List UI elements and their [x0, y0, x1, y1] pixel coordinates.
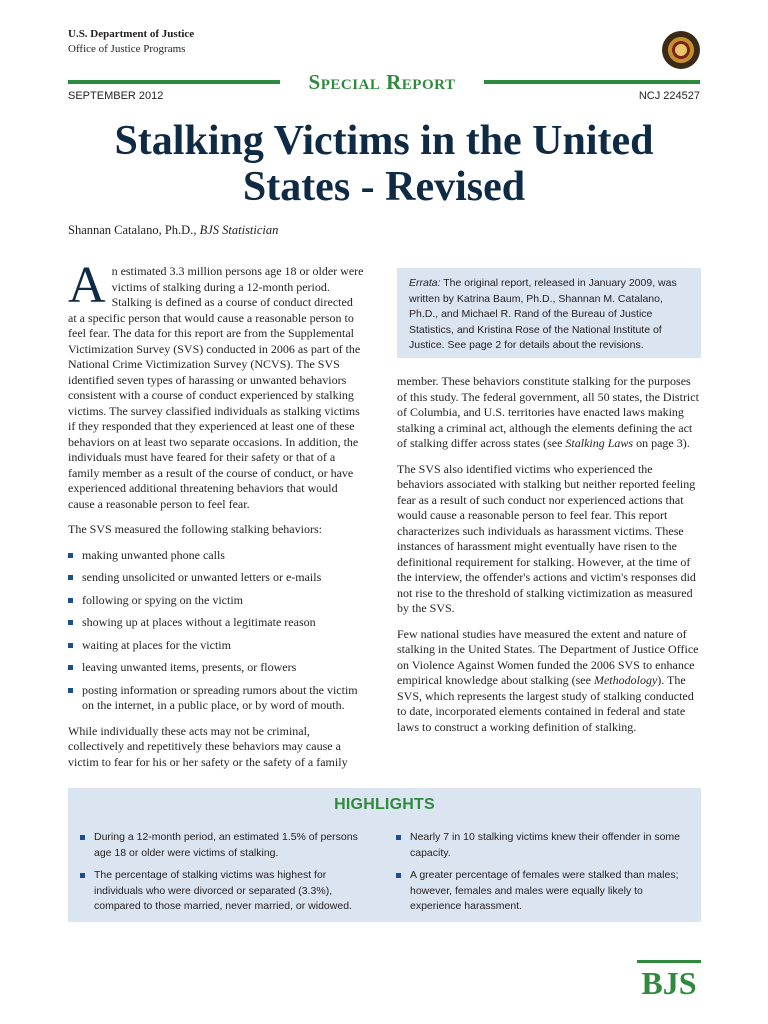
paragraph-text: Few national studies have measured the extent and nature of stalking in the United States. The Department of Justice Office on Violence Against Women funded the 2006 SVS to enhance empirical knowledge about stalking (see — [397, 626, 699, 687]
intro-text: n estimated 3.3 million persons age 18 or older were victims of stalking during a 12-month period. Stalking is defined as a course of conduct directed at a specific person that would cause a reasonable person to feel fear. The data for this report are from the Supplemental Victimization Survey (SVS) conducted in 2006 as part of the National Crime Victimization Survey (NCVS). The SVS identified seven types of harassing or unwanted behaviors consistent with a course of conduct experienced by stalking victims. The survey classified individuals as stalking victims if they responded that they experienced at least one of these behaviors on at least two separate occasions. In addition, the individuals must have feared for their safety or that of a family member as a result of the course of conduct, or have experienced additional threatening behaviors that would cause a reasonable person to feel fear. — [68, 264, 364, 511]
list-item: leaving unwanted items, presents, or flowers — [68, 660, 364, 676]
list-intro: The SVS measured the following stalking behaviors: — [68, 522, 322, 536]
list-item: During a 12-month period, an estimated 1.5% of persons age 18 or older were victims of stalking. — [80, 830, 370, 861]
page-title — [68, 118, 700, 210]
logo-bar — [637, 960, 701, 963]
list-item: A greater percentage of females were stalked than males; however, females and males were equally likely to experience harassment. — [396, 868, 686, 915]
paragraph-harassment: The SVS also identified victims who experienced the behaviors associated with stalking but neither reported feeling fear as a result of such conduct nor experienced actions that would cause a reasonable person to feel fear. This report characterizes such individuals as harassment victims. These instances of harassment might eventually have risen to the definitional requirement for stalking. However, at the time of the interview, the offender's actions and victim's responses did not rise to the threshold of stalking victimization as measured by the SVS. — [397, 461, 696, 615]
highlights-list-left — [80, 830, 370, 922]
office-name: Office of Justice Programs — [68, 43, 186, 55]
errata-label: Errata: — [409, 277, 441, 289]
list-item: posting information or spreading rumors about the victim on the internet, in a public place, or by word of mouth. — [68, 683, 364, 714]
title-line-1: Stalking Victims in the United — [114, 118, 654, 164]
paragraph-text: member. These behaviors constitute stalking for the purposes of this study. The federal government, all 50 states, the District of Columbia, and U.S. territories have enacted laws making stalking a criminal act, although the elements defining the act of stalking differ across states (see — [397, 374, 699, 450]
publication-date: SEPTEMBER 2012 — [68, 90, 164, 102]
list-item: The percentage of stalking victims was highest for individuals who were divorced or separated (3.3%), compared to those married, never married, or widowed. — [80, 868, 370, 915]
paragraph-text: ). The SVS, which represents the largest study of stalking conducted to date, incorporated elements contained in federal and state laws to construct a working definition of stalking. — [397, 673, 694, 734]
bjs-logo — [637, 960, 701, 1000]
ncj-number: NCJ 224527 — [638, 90, 700, 102]
behaviors-list — [68, 548, 364, 714]
doj-seal-icon — [662, 31, 700, 69]
errata-box — [397, 268, 701, 358]
header-rule-right — [484, 80, 700, 84]
list-item: making unwanted phone calls — [68, 548, 364, 564]
errata-text: The original report, released in January 2009, was written by Katrina Baum, Ph.D., Shannan M. Catalano, Ph.D., and Michael R. Rand of the Bureau of Justice Statistics, and Kristina Rose of the National Institute of Justice. See page 2 for details about the revisions. — [409, 277, 677, 351]
left-column — [68, 257, 364, 780]
methodology-reference: Methodology — [593, 673, 658, 687]
highlights-list-right — [396, 830, 686, 922]
list-item: following or spying on the victim — [68, 593, 364, 609]
list-item: waiting at places for the victim — [68, 638, 364, 654]
paragraph-studies — [397, 627, 701, 736]
list-item: showing up at places without a legitimate reason — [68, 615, 364, 631]
title-line-2: States - Revised — [242, 164, 526, 210]
agency-block — [68, 27, 194, 57]
highlights-heading: HIGHLIGHTS — [334, 796, 435, 813]
author-name: Shannan Catalano, Ph.D., — [68, 223, 200, 237]
department-name: U.S. Department of Justice — [68, 28, 195, 40]
list-item: sending unsolicited or unwanted letters or e-mails — [68, 570, 364, 586]
bjs-logo-text: BJS — [641, 965, 697, 1001]
author-role: BJS Statistician — [199, 223, 279, 237]
highlights-box — [68, 788, 701, 922]
report-type: Special Report — [308, 70, 456, 94]
closing-paragraph: While individually these acts may not be criminal, collectively and repetitively these behaviors may cause a victim to fear for his or her safety or the safety of a family — [68, 723, 348, 769]
paragraph-member — [397, 374, 701, 452]
right-column — [397, 374, 701, 745]
intro-paragraph — [68, 257, 364, 512]
header-rule-left — [68, 80, 280, 84]
paragraph-text: on page 3). — [633, 436, 690, 450]
drop-cap: A — [68, 257, 106, 314]
list-item: Nearly 7 in 10 stalking victims knew their offender in some capacity. — [396, 830, 686, 861]
author-line — [68, 223, 278, 238]
stalking-laws-reference: Stalking Laws — [565, 436, 634, 450]
